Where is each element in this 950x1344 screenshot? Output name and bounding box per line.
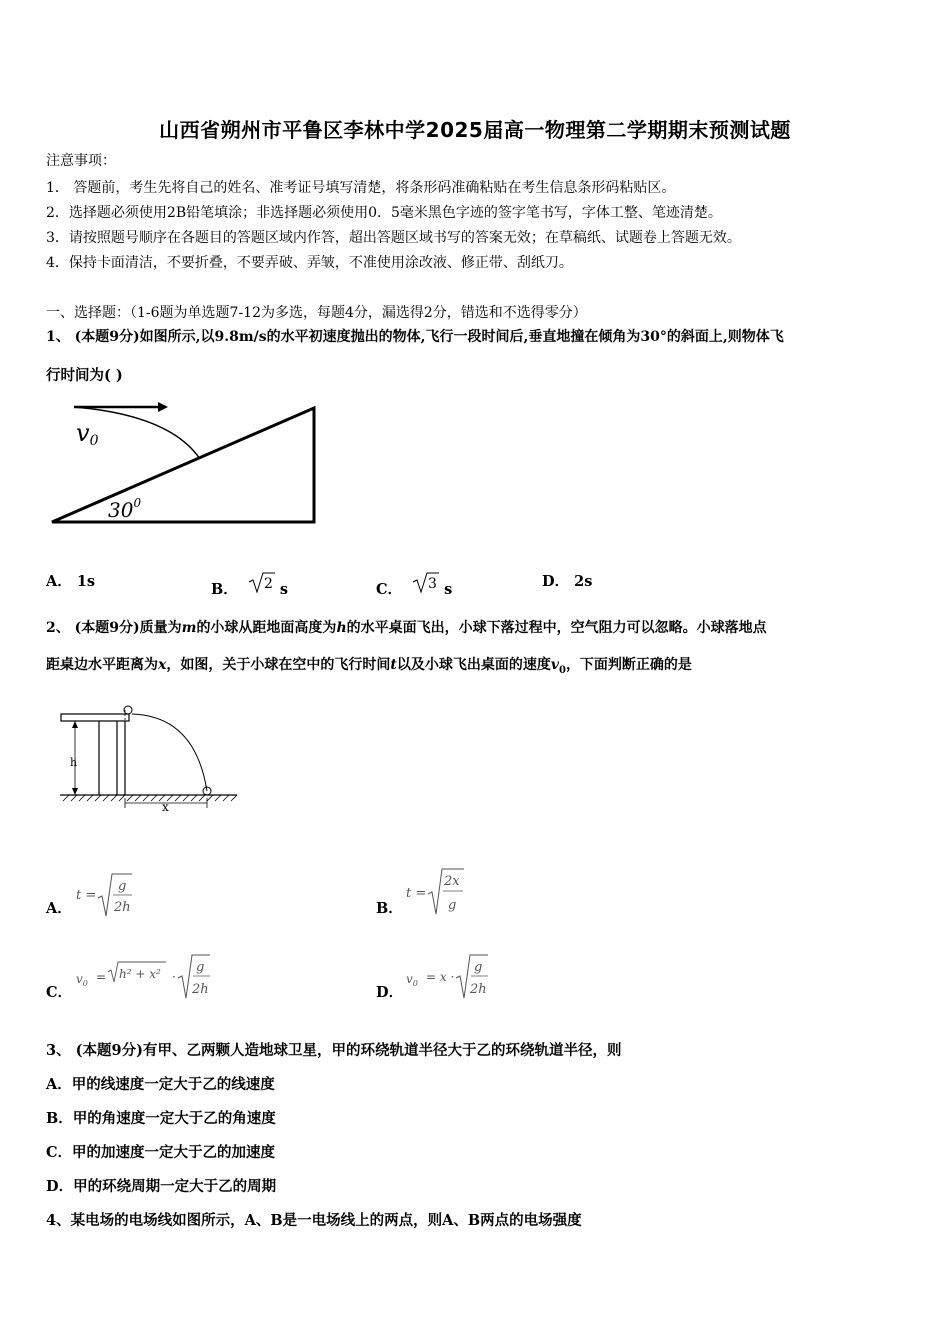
- notes-heading: 注意事项：: [46, 153, 116, 169]
- svg-text:t =: t =: [76, 888, 97, 903]
- svg-text:=: =: [96, 970, 107, 984]
- svg-text:2: 2: [263, 576, 273, 592]
- q1-option-d[interactable]: D． 2s: [542, 573, 593, 590]
- svg-text:3: 3: [428, 576, 438, 592]
- q1-incline-figure: [40, 395, 330, 535]
- q2-formula-d: [404, 950, 504, 1002]
- svg-text:t =: t =: [406, 886, 427, 901]
- note-item-4: 4．保持卡面清洁，不要折叠，不要弄破、弄皱，不准使用涂改液、修正带、刮纸刀。: [46, 255, 573, 271]
- svg-text:= x ·: = x ·: [426, 970, 455, 984]
- note-item-3: 3．请按照题号顺序在各题目的答题区域内作答，超出答题区域书写的答案无效；在草稿纸、试题卷上答题无效。: [46, 230, 741, 246]
- section-heading: 一、选择题：（1-6题为单选题7-12为多选，每题4分，漏选得2分，错选和不选得零分）: [46, 305, 587, 321]
- q1-option-c[interactable]: C． 3 s: [376, 570, 452, 599]
- svg-text:g: g: [448, 898, 457, 913]
- sqrt-sign: [247, 570, 275, 596]
- svg-text:·: ·: [172, 970, 176, 984]
- svg-text:g: g: [474, 960, 483, 975]
- q1-stem-line2: 行时间为( ): [46, 367, 123, 384]
- svg-text:2h: 2h: [114, 900, 131, 915]
- q2-option-b[interactable]: B．: [376, 900, 403, 917]
- q2-option-a[interactable]: A．: [46, 900, 72, 917]
- svg-text:2h: 2h: [470, 982, 487, 997]
- svg-text:g: g: [196, 960, 205, 975]
- q3-option-d[interactable]: D．甲的环绕周期一定大于乙的周期: [46, 1178, 277, 1195]
- note-item-1: 1． 答题前，考生先将自己的姓名、准考证号填写清楚，将条形码准确粘贴在考生信息条形码粘贴区。: [46, 180, 676, 196]
- q2-table-figure: [55, 700, 245, 815]
- q1-option-a[interactable]: A． 1s: [46, 573, 96, 590]
- q3-option-b[interactable]: B．甲的角速度一定大于乙的角速度: [46, 1110, 276, 1127]
- q2-stem-line2: 距桌边水平距离为x，如图，关于小球在空中的飞行时间t以及小球飞出桌面的速度$v_0$，下面判断正确的是: [46, 657, 692, 676]
- q4-stem: 4、某电场的电场线如图所示，A、B是一电场线上的两点，则A、B两点的电场强度: [46, 1212, 582, 1229]
- v0-label: v0: [76, 419, 99, 449]
- q1-option-b[interactable]: B． 2 s: [211, 570, 288, 599]
- svg-text:g: g: [118, 879, 127, 894]
- q2-formula-a: [74, 868, 154, 920]
- sqrt-sign: [411, 570, 439, 596]
- svg-text:2h: 2h: [192, 982, 209, 997]
- q2-formula-c: [74, 950, 224, 1002]
- q2-formula-b: [404, 864, 484, 918]
- svg-text:v0: $v_0$: [76, 972, 88, 988]
- q3-option-a[interactable]: A．甲的线速度一定大于乙的线速度: [46, 1076, 275, 1093]
- svg-text:h² + x²: h² + x²: [119, 967, 161, 981]
- q2-option-c[interactable]: C．: [46, 984, 73, 1001]
- svg-text:x: x: [162, 800, 169, 814]
- svg-text:2x: 2x: [444, 874, 460, 889]
- q3-stem: 3、 (本题9分)有甲、乙两颗人造地球卫星，甲的环绕轨道半径大于乙的环绕轨道半径，则: [46, 1042, 622, 1059]
- note-item-2: 2．选择题必须使用2B铅笔填涂；非选择题必须使用0．5毫米黑色字迹的签字笔书写，字体工整、笔迹清楚。: [46, 205, 722, 221]
- svg-text:h: h: [70, 756, 78, 769]
- q1-stem-line1: 1、 (本题9分)如图所示,以9.8m/s的水平初速度抛出的物体,飞行一段时间后,垂直地撞在倾角为30°的斜面上,则物体飞: [46, 329, 784, 345]
- page-title: 山西省朔州市平鲁区李林中学2025届高一物理第二学期期末预测试题: [159, 118, 791, 142]
- q3-option-c[interactable]: C．甲的加速度一定大于乙的加速度: [46, 1144, 276, 1161]
- q2-stem-line1: 2、 (本题9分)质量为m的小球从距地面高度为h的水平桌面飞出，小球下落过程中，空气阻力可以忽略。小球落地点: [46, 620, 767, 636]
- angle-label: $30^0$: [108, 496, 142, 522]
- q2-option-d[interactable]: D．: [376, 984, 404, 1001]
- svg-text:v0: $v_0$: [406, 972, 418, 988]
